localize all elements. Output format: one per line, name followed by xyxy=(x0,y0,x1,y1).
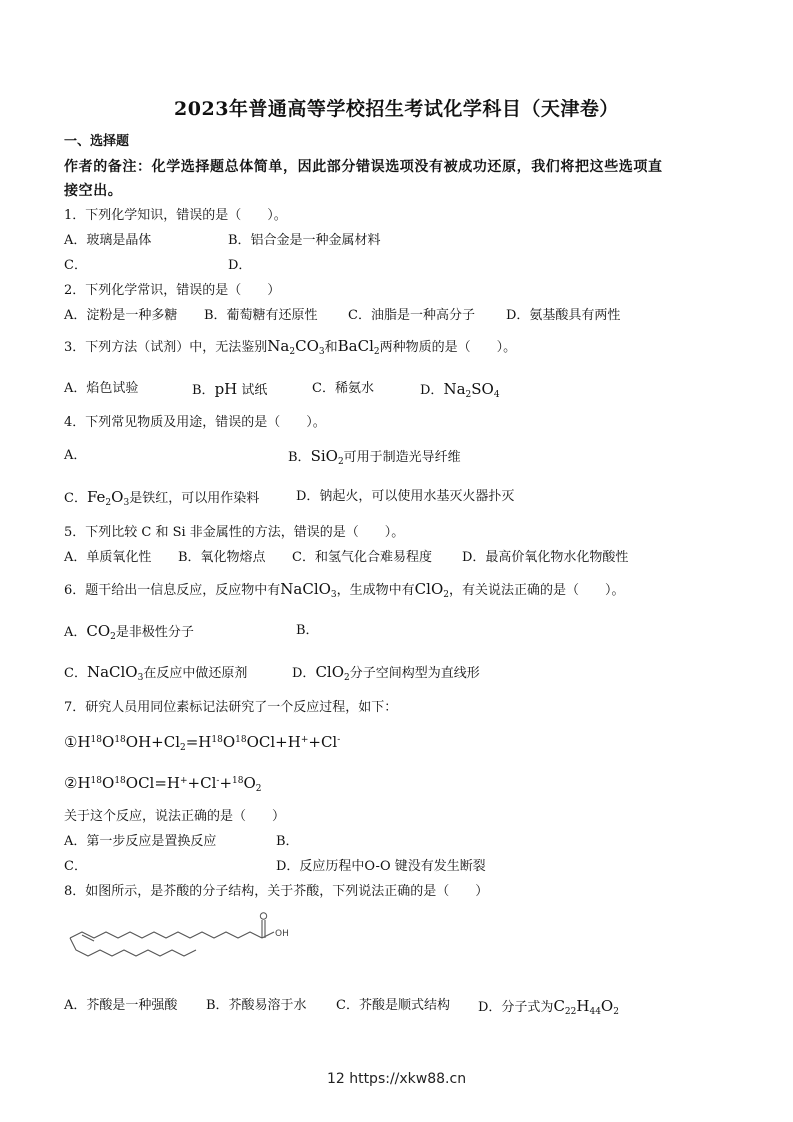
formula-subscript: 2 xyxy=(110,632,116,642)
option-text: 可用于制造光导纤维 xyxy=(343,450,461,465)
q6-stem xyxy=(64,580,625,604)
erucic-acid-structure-diagram xyxy=(64,906,296,966)
formula-subscript: 2 xyxy=(105,498,112,508)
formula-subscript: 2 xyxy=(255,784,262,794)
isotope-mass: 18 xyxy=(114,735,126,745)
formula-subscript: 3 xyxy=(318,347,325,357)
option-letter: B． xyxy=(192,383,215,398)
formula-part: CO xyxy=(86,622,111,640)
formula-part: +Cl xyxy=(187,774,217,792)
formula-part: Na xyxy=(267,337,290,355)
formula-subscript: 2 xyxy=(344,673,350,683)
q7-reaction-2 xyxy=(64,772,262,798)
formula-subscript: 2 xyxy=(613,1007,619,1017)
formula-subscript: 2 xyxy=(180,743,186,753)
formula-part: + xyxy=(219,774,233,792)
formula-part: CO xyxy=(295,337,319,355)
formula-part: Fe xyxy=(86,488,106,506)
formula-part: NaClO xyxy=(86,663,138,681)
formula-part: O xyxy=(243,774,256,792)
formula-clo2 xyxy=(415,580,449,598)
charge: - xyxy=(337,735,341,745)
q3-option-b xyxy=(192,380,267,400)
q2-option-b: B．葡萄糖有还原性 xyxy=(204,308,318,323)
formula-clo2 xyxy=(315,663,349,681)
formula-subscript: 3 xyxy=(330,590,337,600)
q2-stem: 2．下列化学常识，错误的是（ ） xyxy=(64,283,281,298)
carbonyl-oxygen-icon xyxy=(260,913,266,919)
formula-part: H xyxy=(77,774,91,792)
q1-option-b: B．铝合金是一种金属材料 xyxy=(228,233,381,248)
formula-subscript: 4 xyxy=(493,390,500,400)
page-title: 2023年普通高等学校招生考试化学科目（天津卷） xyxy=(174,98,619,120)
option-text: 是非极性分子 xyxy=(115,625,194,640)
reaction-number: ① xyxy=(64,733,78,751)
formula-part: O xyxy=(102,774,115,792)
option-letter: D． xyxy=(420,383,444,398)
q8-option-a: A．芥酸是一种强酸 xyxy=(64,998,178,1013)
q1-option-d: D． xyxy=(228,258,252,273)
q1-option-a: A．玻璃是晶体 xyxy=(64,233,152,248)
author-note-line-1: 作者的备注：化学选择题总体简单，因此部分错误选项没有被成功还原，我们将把这些选项直 xyxy=(64,159,663,175)
formula-part: O xyxy=(102,733,115,751)
formula-subscript: 2 xyxy=(373,347,380,357)
formula-part: =H xyxy=(185,733,212,751)
formula-subscript: 22 xyxy=(564,1007,577,1017)
formula-naclo3 xyxy=(87,663,143,681)
formula-part: Na xyxy=(443,380,466,398)
option-letter: B． xyxy=(288,450,311,465)
formula-subscript: 2 xyxy=(337,457,344,467)
formula-co2 xyxy=(86,622,116,640)
formula-part: +Cl xyxy=(308,733,338,751)
q3-stem-mid: 和 xyxy=(324,340,338,355)
q2-option-a: A．淀粉是一种多糖 xyxy=(64,308,178,323)
option-letter: C． xyxy=(64,666,87,681)
q1-stem: 1．下列化学知识，错误的是（ ）。 xyxy=(64,208,287,223)
option-text: D．分子式为 xyxy=(478,1000,554,1015)
formula-subscript: 3 xyxy=(123,498,130,508)
isotope-mass: 18 xyxy=(235,735,247,745)
q7-reaction-1 xyxy=(64,731,340,757)
formula-subscript: 3 xyxy=(137,673,144,683)
formula-sio2 xyxy=(311,447,344,465)
option-text: 分子空间构型为直线形 xyxy=(349,666,480,681)
q3-stem xyxy=(64,337,516,361)
formula-part: OCl=H xyxy=(125,774,180,792)
formula-na2co3 xyxy=(267,337,324,355)
q4-option-d: D．钠起火，可以使用水基灭火器扑灭 xyxy=(296,489,515,504)
q8-option-b: B．芥酸易溶于水 xyxy=(206,998,307,1013)
formula-part: SiO xyxy=(310,447,338,465)
formula-c22h42o2 xyxy=(553,997,619,1015)
q5-option-c: C．和氢气化合难易程度 xyxy=(292,550,432,565)
isotope-mass: 18 xyxy=(90,776,102,786)
formula-part: BaCl xyxy=(337,337,374,355)
formula-naclo3 xyxy=(280,580,336,598)
charge: - xyxy=(216,776,220,786)
formula-part: H xyxy=(576,997,590,1015)
formula-part: ClO xyxy=(414,580,444,598)
formula-part: SO xyxy=(471,380,494,398)
charge: + xyxy=(300,735,309,745)
page-footer: 12 https://xkw88.cn xyxy=(326,1071,467,1087)
formula-ph: pH xyxy=(214,380,238,398)
q3-option-c: C．稀氨水 xyxy=(312,381,374,396)
q7-question: 关于这个反应，说法正确的是（ ） xyxy=(64,809,286,824)
q6-option-a xyxy=(64,622,194,646)
formula-subscript: 2 xyxy=(289,347,296,357)
q6-stem-mid: ，生成物中有 xyxy=(336,583,415,598)
option-letter: C． xyxy=(64,491,87,506)
formula-part: ClO xyxy=(315,663,345,681)
author-note-line-2: 接空出。 xyxy=(64,183,123,199)
formula-na2so4 xyxy=(443,380,499,398)
isotope-mass: 18 xyxy=(211,735,223,745)
option-letter: D． xyxy=(292,666,316,681)
formula-part: C xyxy=(553,997,565,1015)
formula-part: H xyxy=(77,733,91,751)
q2-option-d: D．氨基酸具有两性 xyxy=(506,308,621,323)
charge: + xyxy=(180,776,188,786)
q7-option-c: C． xyxy=(64,859,87,874)
formula-fe2o3 xyxy=(87,488,129,506)
formula-subscript: 2 xyxy=(443,590,449,600)
q3-stem-post: 两种物质的是（ ）。 xyxy=(379,340,517,355)
option-text: 试纸 xyxy=(241,383,268,398)
q8-stem: 8．如图所示，是芥酸的分子结构，关于芥酸，下列说法正确的是（ ） xyxy=(64,884,489,899)
hydroxyl-label: OH xyxy=(275,929,289,939)
isotope-mass: 18 xyxy=(232,776,244,786)
carbon-chain xyxy=(70,920,274,956)
q3-option-d xyxy=(420,380,500,404)
formula-part: OH+Cl xyxy=(125,733,180,751)
formula-part: OCl+H xyxy=(246,733,301,751)
q4-option-b xyxy=(288,447,461,471)
q5-option-d: D．最高价氧化物水化物酸性 xyxy=(462,550,629,565)
q5-stem: 5．下列比较 C 和 Si 非金属性的方法，错误的是（ ）。 xyxy=(64,525,405,540)
q7-stem: 7．研究人员用同位素标记法研究了一个反应过程，如下： xyxy=(64,700,398,715)
q7-option-a: A．第一步反应是置换反应 xyxy=(64,834,217,849)
formula-part: O xyxy=(111,488,124,506)
option-text: 在反应中做还原剂 xyxy=(143,666,248,681)
q2-option-c: C．油脂是一种高分子 xyxy=(348,308,475,323)
formula-part: NaClO xyxy=(280,580,331,598)
q1-option-c: C． xyxy=(64,258,87,273)
formula-subscript: 44 xyxy=(589,1007,601,1017)
formula-part: O xyxy=(600,997,614,1015)
q6-option-d xyxy=(292,663,480,687)
q5-option-a: A．单质氧化性 xyxy=(64,550,152,565)
q8-option-c: C．芥酸是顺式结构 xyxy=(336,998,450,1013)
q6-stem-pre: 6．题干给出一信息反应，反应物中有 xyxy=(64,583,281,598)
q6-stem-post: ，有关说法正确的是（ ）。 xyxy=(448,583,625,598)
q6-option-c xyxy=(64,663,247,687)
isotope-mass: 18 xyxy=(114,776,126,786)
q7-option-b: B． xyxy=(276,834,299,849)
q8-option-d xyxy=(478,997,619,1021)
q3-option-a: A．焰色试验 xyxy=(64,381,139,396)
q4-option-a: A． xyxy=(64,448,87,463)
formula-subscript: 2 xyxy=(465,390,472,400)
section-heading: 一、选择题 xyxy=(64,134,130,149)
reaction-number: ② xyxy=(64,774,78,792)
q4-stem: 4．下列常见物质及用途，错误的是（ ）。 xyxy=(64,415,326,430)
q4-option-c xyxy=(64,488,259,512)
q3-stem-pre: 3．下列方法（试剂）中，无法鉴别 xyxy=(64,340,268,355)
isotope-mass: 18 xyxy=(90,735,102,745)
q7-option-d: D．反应历程中O-O 键没有发生断裂 xyxy=(276,859,486,874)
formula-bacl2 xyxy=(338,337,380,355)
option-text: 是铁红，可以用作染料 xyxy=(129,491,260,506)
option-letter: A． xyxy=(64,625,87,640)
formula-part: O xyxy=(222,733,236,751)
q5-option-b: B．氧化物熔点 xyxy=(178,550,266,565)
q6-option-b: B． xyxy=(296,623,319,638)
